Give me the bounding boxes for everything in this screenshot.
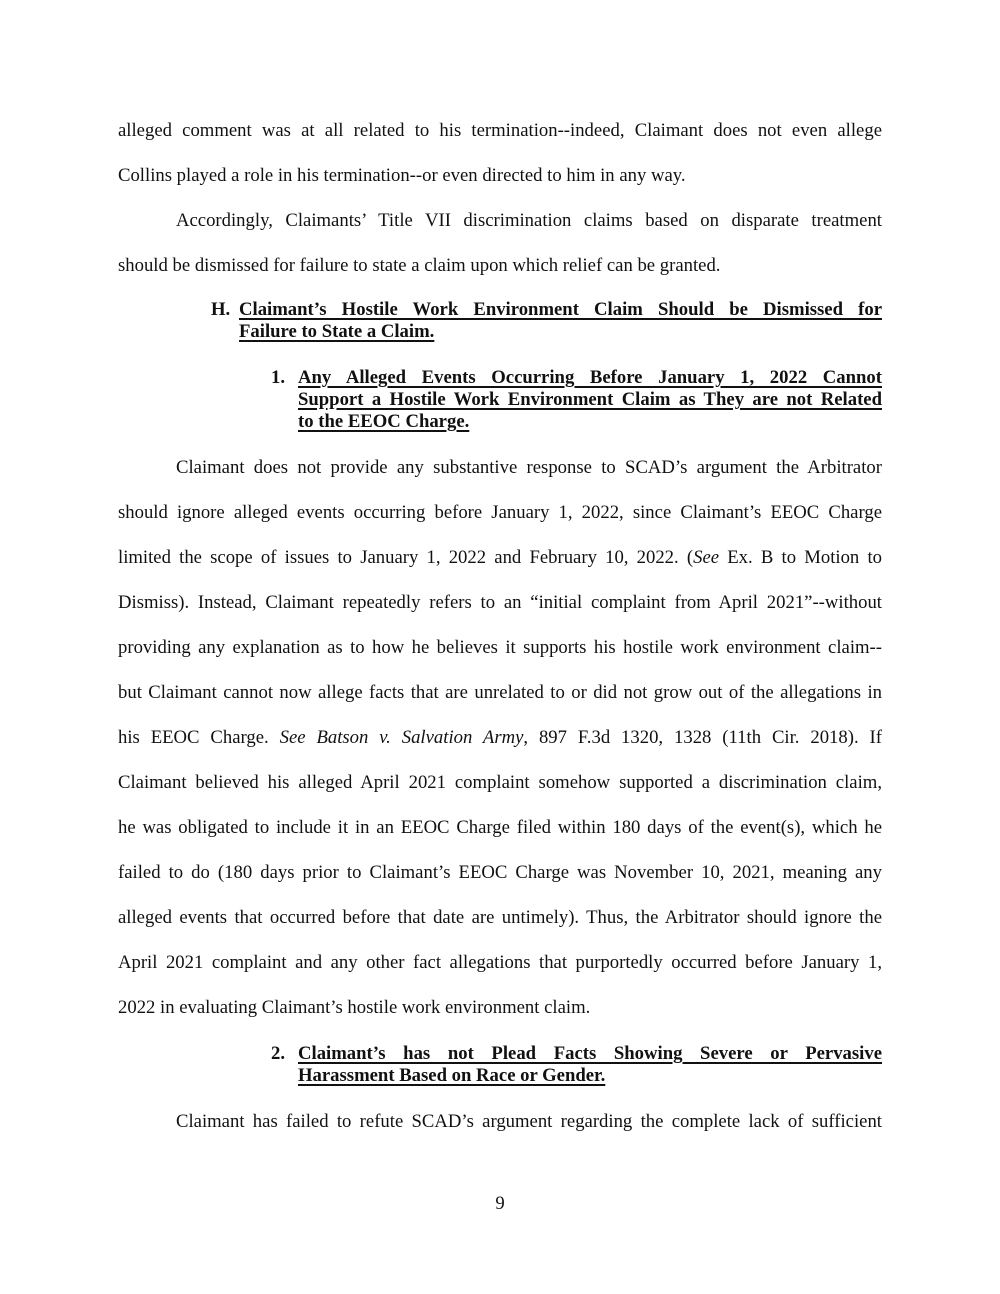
heading-text-line: Failure to State a Claim.: [239, 321, 435, 342]
body-text-line: Claimant has failed to refute SCAD’s argument regarding the complete lack of sufficient: [176, 1111, 882, 1132]
page-number: 9: [495, 1193, 505, 1214]
heading-label: H.: [211, 299, 231, 320]
heading-text-line: Claimant’s has not Plead Facts Showing Severe or Pervasive: [298, 1043, 882, 1064]
heading-text-line: Harassment Based on Race or Gender.: [298, 1065, 606, 1086]
heading-text-line: Support a Hostile Work Environment Claim as They are not Related: [298, 389, 882, 410]
body-text-line: Claimant does not provide any substantive response to SCAD’s argument the Arbitrator: [176, 457, 882, 478]
body-text-line: Accordingly, Claimants’ Title VII discrimination claims based on disparate treatment: [176, 210, 882, 231]
body-text-line: [118, 727, 882, 749]
body-text-line: Collins played a role in his termination--or even directed to him in any way.: [118, 165, 686, 186]
body-text-line: failed to do (180 days prior to Claimant’s EEOC Charge was November 10, 2021, meaning any: [118, 862, 882, 883]
body-text-line: 2022 in evaluating Claimant’s hostile work environment claim.: [118, 997, 591, 1018]
text-run: Ex. B to Motion to: [719, 547, 882, 568]
body-text-line: alleged events that occurred before that date are untimely). Thus, the Arbitrator should ignore the: [118, 907, 882, 928]
body-text-line: Dismiss). Instead, Claimant repeatedly refers to an “initial complaint from April 2021”--without: [118, 592, 882, 613]
body-text-line: Claimant believed his alleged April 2021 complaint somehow supported a discrimination claim,: [118, 772, 882, 793]
text-run: limited the scope of issues to January 1, 2022 and February 10, 2022. (: [118, 547, 694, 568]
heading-text-line: Any Alleged Events Occurring Before January 1, 2022 Cannot: [298, 367, 882, 388]
body-text-line: providing any explanation as to how he believes it supports his hostile work environment claim--: [118, 637, 882, 658]
heading-text-line: Claimant’s Hostile Work Environment Claim Should be Dismissed for: [239, 299, 882, 320]
text-run: his EEOC Charge.: [118, 727, 280, 748]
body-text-line: should ignore alleged events occurring before January 1, 2022, since Claimant’s EEOC Charge: [118, 502, 882, 523]
body-text-line: should be dismissed for failure to state a claim upon which relief can be granted.: [118, 255, 721, 276]
case-citation: See Batson v. Salvation Army: [279, 727, 524, 748]
body-text-line: [118, 547, 882, 569]
heading-label: 2.: [271, 1043, 286, 1064]
body-text-line: April 2021 complaint and any other fact allegations that purportedly occurred before January 1,: [118, 952, 882, 973]
citation-signal: See: [693, 547, 720, 568]
text-run: , 897 F.3d 1320, 1328 (11th Cir. 2018). If: [523, 727, 882, 748]
body-text-line: alleged comment was at all related to his termination--indeed, Claimant does not even allege: [118, 120, 882, 141]
heading-text-line: to the EEOC Charge.: [298, 411, 470, 432]
heading-label: 1.: [271, 367, 286, 388]
body-text-line: but Claimant cannot now allege facts that are unrelated to or did not grow out of the allegations in: [118, 682, 882, 703]
body-text-line: he was obligated to include it in an EEOC Charge filed within 180 days of the event(s), which he: [118, 817, 882, 838]
